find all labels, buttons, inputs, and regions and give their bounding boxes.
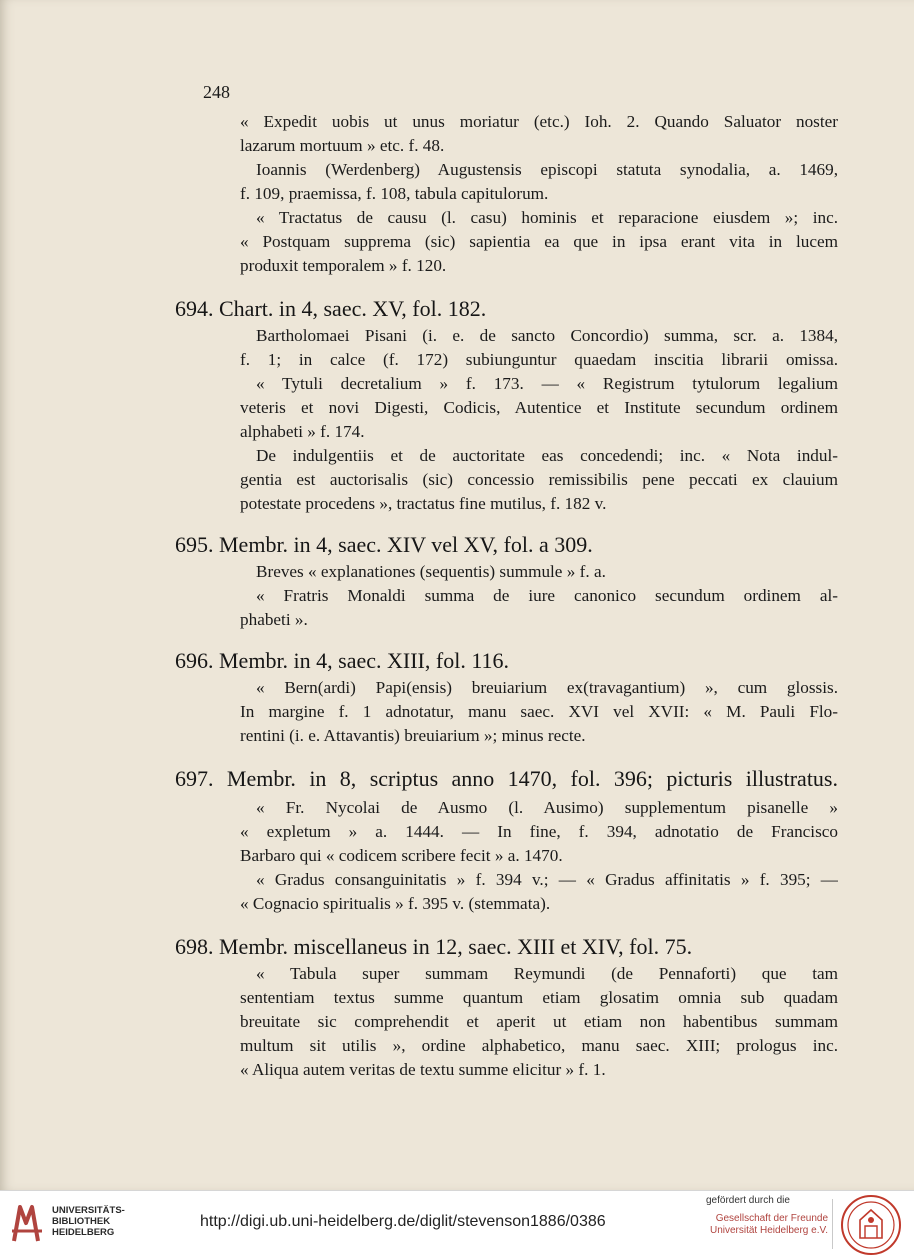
permalink-url[interactable]: http://digi.ub.uni-heidelberg.de/diglit/stevenson1886/0386	[200, 1213, 606, 1230]
entry-heading: 698. Membr. miscellaneus in 12, saec. XIII et XIV, fol. 75.	[175, 934, 693, 959]
text-line: Barbaro qui « codicem scribere fecit » a. 1470.	[240, 846, 563, 865]
sponsor-intro: gefördert durch die	[706, 1195, 790, 1206]
viewer-footer	[0, 1190, 914, 1256]
page-number: 248	[203, 82, 230, 102]
library-name	[52, 1205, 162, 1238]
library-name-line: HEIDELBERG	[52, 1227, 115, 1238]
text-line: « Tabula super summam Reymundi (de Pennaforti) que tam	[256, 964, 838, 983]
text-line: « Aliqua autem veritas de textu summe elicitur » f. 1.	[240, 1060, 606, 1079]
sponsor-name-line: Gesellschaft der Freunde	[715, 1213, 828, 1224]
university-seal-icon	[840, 1194, 902, 1256]
text-line: alphabeti » f. 174.	[240, 422, 365, 441]
text-line: In margine f. 1 adnotatur, manu saec. XVI vel XVII: « M. Pauli Flo-	[240, 702, 838, 721]
text-line: « Bern(ardi) Papi(ensis) breuiarium ex(travagantium) », cum glossis.	[256, 678, 838, 697]
library-name-line: UNIVERSITÄTS-	[52, 1205, 125, 1216]
library-logo-icon	[10, 1201, 44, 1245]
text-line: phabeti ».	[240, 610, 308, 629]
text-line: gentia est auctorisalis (sic) concessio remissibilis pene peccati ex clauium	[240, 470, 838, 489]
text-line: produxit temporalem » f. 120.	[240, 256, 447, 275]
entry-heading: 697. Membr. in 8, scriptus anno 1470, fol. 396; picturis illustratus.	[175, 766, 838, 791]
text-line: Breves « explanationes (sequentis) summule » f. a.	[256, 562, 606, 581]
sponsor-name	[706, 1213, 828, 1237]
text-line: « expletum » a. 1444. — In fine, f. 394, adnotatio de Francisco	[240, 822, 838, 841]
text-line: veteris et novi Digesti, Codicis, Autentice et Institute secundum ordinem	[240, 398, 838, 417]
text-line: f. 109, praemissa, f. 108, tabula capitulorum.	[240, 184, 549, 203]
text-line: lazarum mortuum » etc. f. 48.	[240, 136, 445, 155]
sponsor-name-line: Universität Heidelberg e.V.	[709, 1225, 828, 1236]
text-line: « Tractatus de causu (l. casu) hominis et reparacione eiusdem »; inc.	[256, 208, 838, 227]
text-line: f. 1; in calce (f. 172) subiunguntur quaedam inscitia librarii omissa.	[240, 350, 838, 369]
entry-heading: 695. Membr. in 4, saec. XIV vel XV, fol. a 309.	[175, 532, 593, 557]
footer-divider	[832, 1199, 833, 1249]
text-line: Bartholomaei Pisani (i. e. de sancto Concordio) summa, scr. a. 1384,	[256, 326, 838, 345]
text-line: De indulgentiis et de auctoritate eas concedendi; inc. « Nota indul-	[256, 446, 838, 465]
text-line: « Postquam supprema (sic) sapientia ea que in ipsa erant vita in lucem	[240, 232, 838, 251]
text-line: « Fr. Nycolai de Ausmo (l. Ausimo) supplementum pisanelle »	[256, 798, 838, 817]
text-line: « Gradus consanguinitatis » f. 394 v.; — « Gradus affinitatis » f. 395; —	[256, 870, 838, 889]
text-line: rentini (i. e. Attavantis) breuiarium »; minus recte.	[240, 726, 586, 745]
text-line: « Fratris Monaldi summa de iure canonico secundum ordinem al-	[256, 586, 838, 605]
text-line: « Cognacio spiritualis » f. 395 v. (stemmata).	[240, 894, 551, 913]
text-line: potestate procedens », tractatus fine mutilus, f. 182 v.	[240, 494, 607, 513]
entry-heading: 696. Membr. in 4, saec. XIII, fol. 116.	[175, 648, 510, 673]
text-line: « Tytuli decretalium » f. 173. — « Registrum tytulorum legalium	[256, 374, 838, 393]
text-line: breuitate sic comprehendit et aperit ut etiam non habentibus summam	[240, 1012, 838, 1031]
text-line: « Expedit uobis ut unus moriatur (etc.) Ioh. 2. Quando Saluator noster	[240, 112, 838, 131]
library-name-line: BIBLIOTHEK	[52, 1216, 111, 1227]
text-line: sententiam textus summe quantum etiam glosatim omnia sub quadam	[240, 988, 838, 1007]
text-line: Ioannis (Werdenberg) Augustensis episcopi statuta synodalia, a. 1469,	[256, 160, 838, 179]
text-line: multum sit utilis », ordine alphabetico, manu saec. XIII; prologus inc.	[240, 1036, 838, 1055]
entry-heading: 694. Chart. in 4, saec. XV, fol. 182.	[175, 296, 487, 321]
